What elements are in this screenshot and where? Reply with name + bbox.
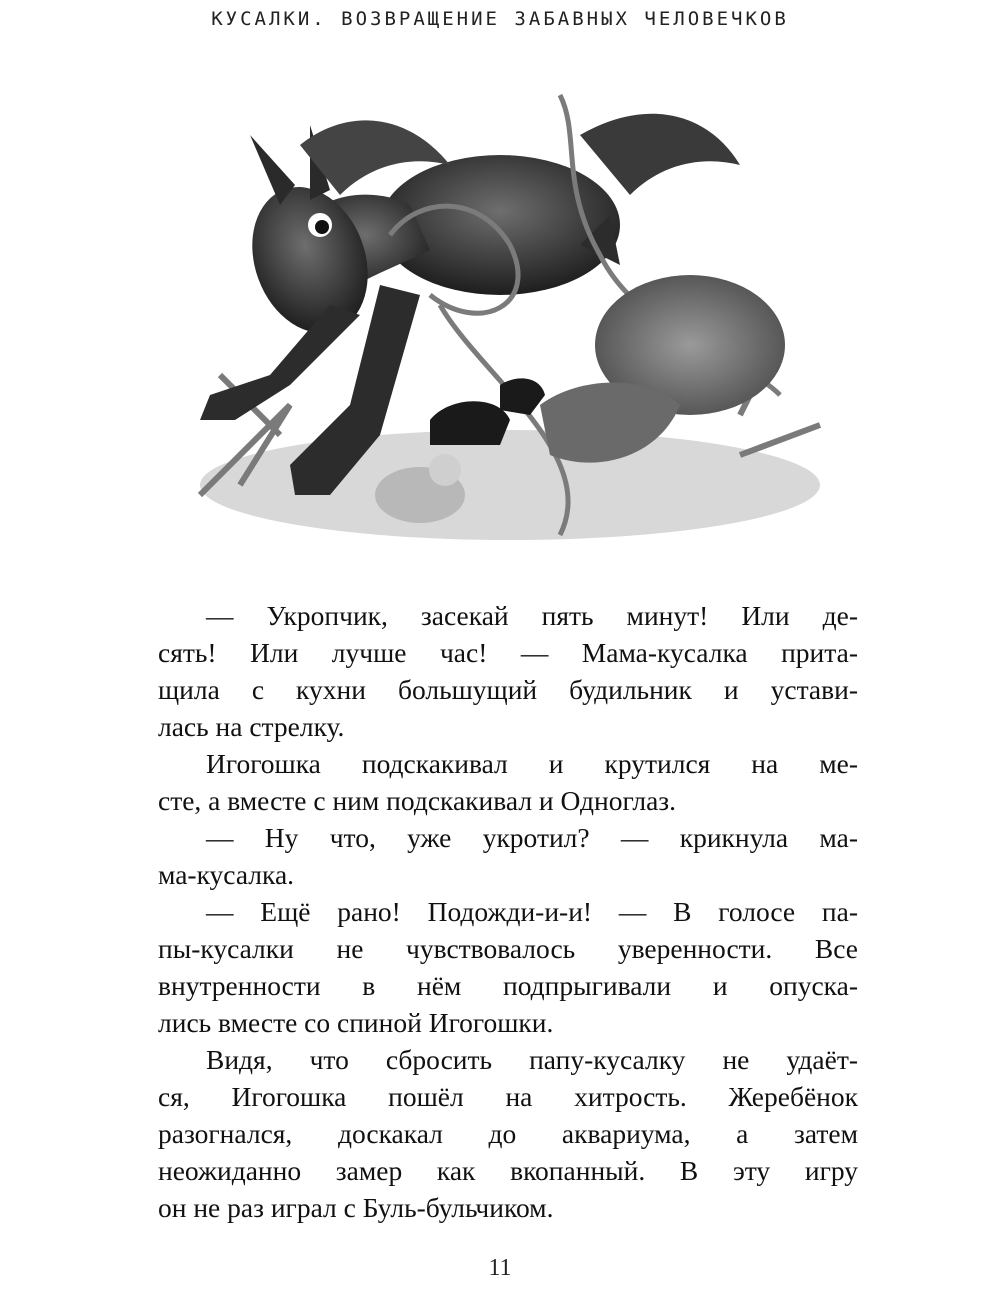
text-line: сте, а вместе с ним подскакивал и Одноглаз. [158,785,677,816]
horse-tail [580,114,740,195]
text-line: разогнался, доскакал до аквариума, а затем [158,1118,858,1149]
running-title: КУСАЛКИ. ВОЗВРАЩЕНИЕ ЗАБАВНЫХ ЧЕЛОВЕЧКОВ [211,8,789,30]
text-line: ма-кусалка. [158,859,295,890]
text-line: сять! Или лучше час! — Мама-кусалка прита- [158,637,858,668]
text-line: щила с кухни большущий будильник и устави- [158,674,858,705]
illustration-horse-and-papa-kusalka [180,75,830,565]
ground-shadow [200,430,820,540]
text-line: неожиданно замер как вкопанный. В эту игру [158,1155,858,1186]
text-line: — Ну что, уже укротил? — крикнула ма- [206,822,858,853]
text-line: ся, Игогошка пошёл на хитрость. Жеребёнок [158,1081,858,1112]
horse-front-leg-left [200,305,360,420]
text-line: внутренности в нём подпрыгивали и опуска- [158,970,858,1001]
text-line: — Укропчик, засекай пять минут! Или де- [206,600,858,631]
page-number: 11 [488,1255,512,1281]
text-line: Игогошка подскакивал и крутился на ме- [206,748,858,779]
text-line: он не раз играл с Буль-бульчиком. [158,1192,554,1223]
text-line: — Ещё рано! Подожди-и-и! — В голосе па- [206,896,858,927]
body-text [158,597,858,1226]
text-line: Видя, что сбросить папу-кусалку не удаёт- [206,1044,858,1075]
text-line: пы-кусалки не чувствовалось уверенности. Все [158,933,858,964]
text-line: лись вместе со спиной Игогошки. [158,1007,554,1038]
text-line: лась на стрелку. [158,711,345,742]
